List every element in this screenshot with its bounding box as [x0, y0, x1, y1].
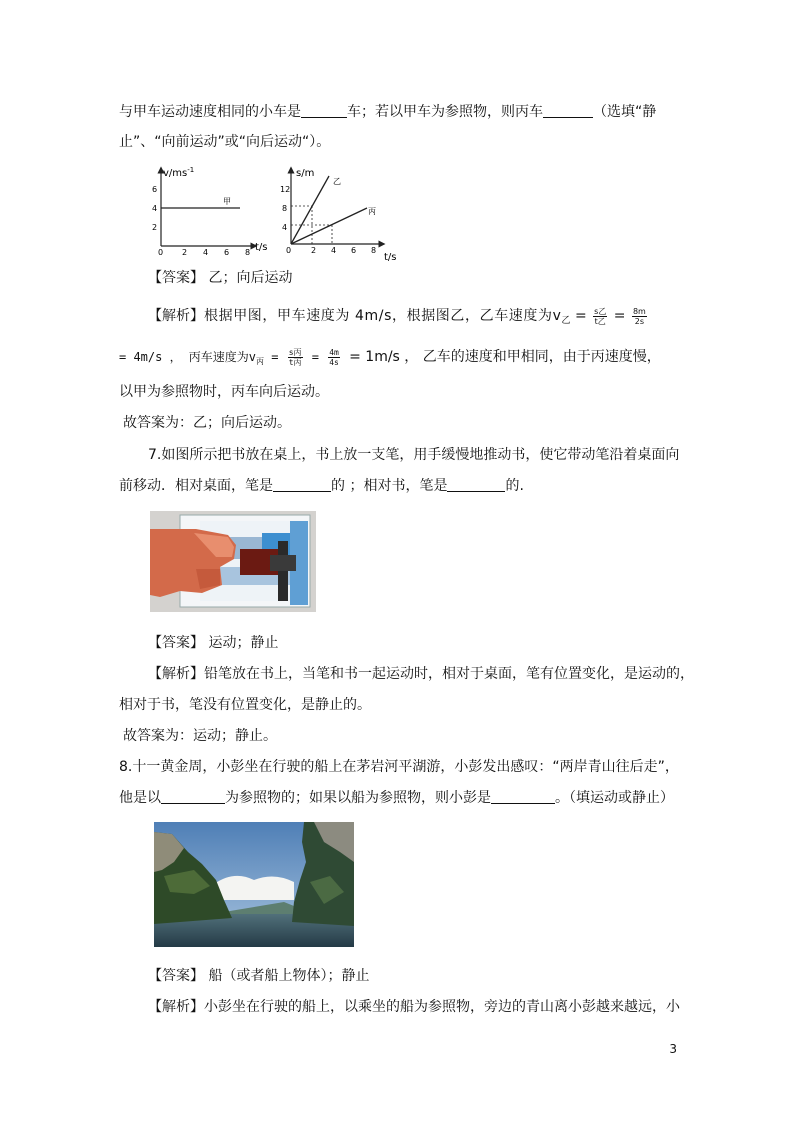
q6-conclusion: 故答案为：乙；向后运动。 — [123, 415, 291, 431]
q6-analysis-line-3: 以甲为参照物时，丙车向后运动。 — [119, 384, 329, 400]
y-tick-label: 12 — [280, 185, 291, 194]
answer-blank — [491, 789, 555, 804]
fraction: $\frac{8m}{2s}$ — [632, 306, 646, 326]
x-tick-label: 8 — [245, 248, 251, 257]
y-tick-label: 2 — [152, 223, 158, 232]
fraction: $\frac{4m}{4s}$ — [329, 348, 339, 367]
q6-question-line-1: 与甲车运动速度相同的小车是 车；若以甲车为参照物，则丙车 （选填“静 — [119, 104, 657, 120]
x-tick-label: 0 — [158, 248, 164, 257]
q6-analysis-line-2: = 4m/s ， 丙车速度为$v_丙$ = $\frac{\text{s丙}}{\text{t丙}}$ = $\frac{4m}{4s}$ = 1m/s ， 乙车的速度和甲相同，由于丙速度慢， — [119, 348, 661, 367]
answer-blank — [273, 477, 331, 492]
answer-blank — [543, 103, 593, 118]
x-tick-label: 4 — [203, 248, 209, 257]
x-axis-label: t/s — [255, 242, 268, 253]
x-tick-label: 4 — [331, 246, 337, 255]
q7-answer: 【答案】 运动；静止 — [148, 635, 279, 651]
q6-question-line-2: 止”、“向前运动”或“向后运动“）。 — [119, 134, 331, 150]
q8-question-line-1: 8.十一黄金周，小彭坐在行驶的船上在茅岩河平湖游，小彭发出感叹：“两岸青山往后走”， — [119, 759, 679, 775]
series-label-jia: 甲 — [223, 197, 231, 206]
y-tick-label: 4 — [152, 204, 158, 213]
series-label-yi: 乙 — [333, 177, 341, 186]
answer-blank — [301, 103, 347, 118]
q6-answer: 【答案】 乙；向后运动 — [148, 270, 293, 286]
q7-analysis-line-1: 【解析】铅笔放在书上，当笔和书一起运动时，相对于桌面，笔有位置变化，是运动的， — [148, 666, 694, 682]
q6-analysis-line-1: 【解析】根据甲图，甲车速度为 4m/s，根据图乙，乙车速度为$v_乙$ = $\frac{\text{s乙}}{\text{t乙}}$ = $\frac{8m}{2s}$ — [148, 306, 646, 326]
y-tick-label: 4 — [282, 223, 288, 232]
distance-time-graph — [278, 164, 400, 264]
book-pen-photo — [150, 511, 316, 612]
y-tick-label: 8 — [282, 204, 288, 213]
y-axis-label: s/m — [296, 168, 315, 179]
y-axis-label: $v/ms^{-1}$ — [163, 166, 195, 179]
q7-conclusion: 故答案为：运动；静止。 — [123, 728, 277, 744]
x-tick-label: 6 — [351, 246, 357, 255]
x-tick-label: 8 — [371, 246, 377, 255]
x-tick-label: 2 — [311, 246, 317, 255]
series-bing-line — [291, 208, 367, 244]
fraction: $\frac{\text{s丙}}{\text{t丙}}$ — [288, 348, 302, 367]
x-axis-label: t/s — [384, 252, 397, 263]
q7-analysis-line-2: 相对于书，笔没有位置变化，是静止的。 — [119, 697, 371, 713]
series-label-bing: 丙 — [368, 207, 376, 216]
q8-question-line-2: 他是以 为参照物的；如果以船为参照物，则小彭是 。（填运动或静止） — [119, 790, 674, 806]
x-tick-label: 2 — [182, 248, 188, 257]
velocity-time-graph — [148, 164, 268, 257]
fraction: $\frac{\text{s乙}}{\text{t乙}}$ — [594, 306, 607, 326]
q7-question-line-2: 前移动．相对桌面，笔是 的 ；相对书，笔是 的. — [119, 478, 524, 494]
x-tick-label: 6 — [224, 248, 230, 257]
series-yi-line — [291, 176, 329, 244]
lake-mountains-photo — [154, 822, 354, 947]
q8-answer: 【答案】 船（或者船上物体）；静止 — [148, 968, 370, 984]
q8-analysis-line-1: 【解析】小彭坐在行驶的船上，以乘坐的船为参照物，旁边的青山离小彭越来越远，小 — [148, 999, 680, 1015]
answer-blank — [161, 789, 225, 804]
answer-blank — [447, 477, 505, 492]
page-number: 3 — [669, 1042, 677, 1056]
x-tick-label: 0 — [286, 246, 292, 255]
y-tick-label: 6 — [152, 185, 158, 194]
q7-question-line-1: 7.如图所示把书放在桌上，书上放一支笔，用手缓慢地推动书，使它带动笔沿着桌面向 — [148, 447, 680, 463]
